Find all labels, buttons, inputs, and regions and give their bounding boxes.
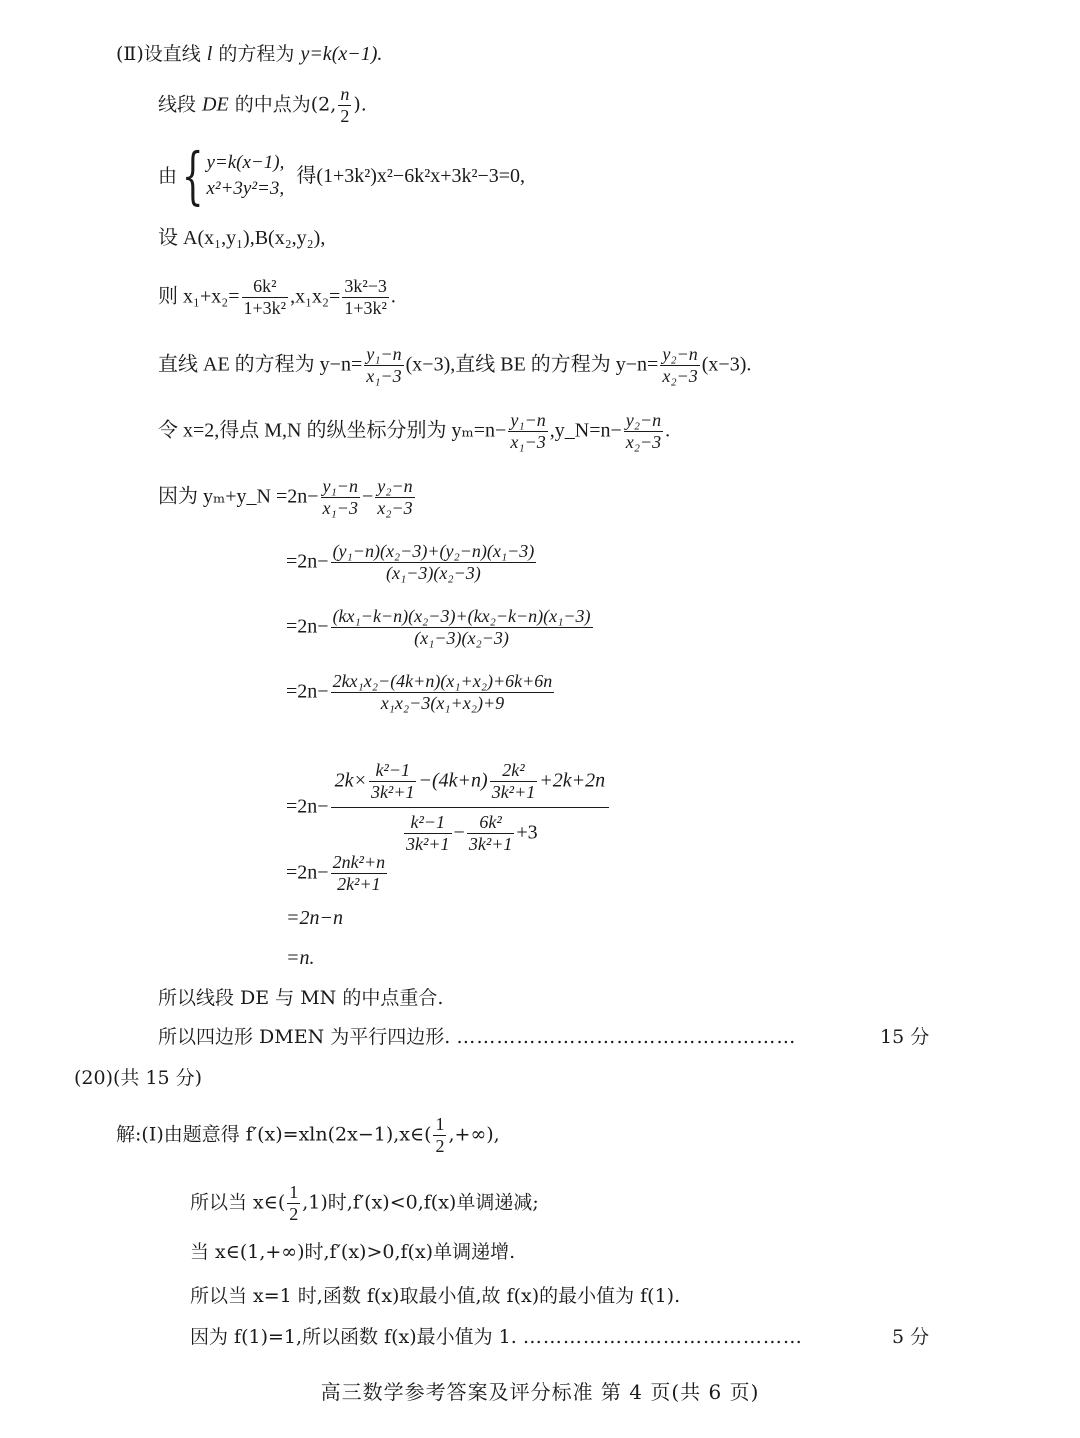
text: ,x₁x₂=: [290, 285, 341, 308]
numerator: y₂−n: [662, 344, 698, 364]
text: 所以当 x∈(: [190, 1191, 286, 1214]
denominator: x₁−3: [322, 498, 358, 518]
line-vieta: [158, 276, 396, 319]
numerator: k²−1: [369, 760, 417, 782]
denominator: 2: [289, 1204, 299, 1224]
fraction-slope-ae: [364, 344, 403, 387]
text: ,+∞),: [448, 1123, 500, 1146]
fraction: [624, 410, 663, 453]
fraction-sum: [242, 276, 289, 319]
text: ,1)时,f′(x)<0,f(x)单调递减;: [302, 1191, 539, 1214]
text: 由: [158, 165, 178, 187]
leader-dots: ……………………………………………: [456, 1026, 797, 1048]
denominator: 2: [435, 1136, 445, 1156]
fraction: [467, 812, 515, 855]
fraction: [331, 852, 388, 895]
text: 令 x=2,得点 M,N 的纵坐标分别为 yₘ=n−: [158, 419, 507, 442]
text: 则 x₁+x₂=: [158, 285, 240, 308]
text: (x−3),直线 BE 的方程为 y−n=: [405, 353, 659, 376]
text: =2n−: [286, 861, 329, 884]
text: 2k×: [334, 769, 367, 792]
denominator: (x₁−3)(x₂−3): [414, 628, 509, 648]
conclusion-parallelogram: [158, 1025, 796, 1049]
text: 所以四边形 DMEN 为平行四边形.: [158, 1026, 451, 1048]
text: (Ⅱ)设直线: [116, 43, 207, 65]
fraction-half: [433, 1114, 446, 1157]
numerator: 2kx₁x₂−(4k+n)(x₁+x₂)+6k+6n: [332, 671, 553, 691]
q20-min-value: [190, 1325, 803, 1349]
fraction: [404, 812, 452, 855]
text: ).: [353, 93, 367, 116]
fraction-half: [287, 1182, 300, 1225]
derivation-step-3: [286, 606, 595, 649]
denominator: 1+3k²: [243, 298, 287, 318]
text: 线段: [158, 93, 203, 116]
derivation-step-7: =2n−n: [286, 907, 343, 929]
fraction: [331, 671, 555, 714]
text: =2n−: [286, 680, 329, 703]
denominator: (x₁−3)(x₂−3): [386, 563, 481, 583]
derivation-step-4: [286, 671, 556, 714]
var-l: l: [206, 43, 213, 65]
quadratic-result: 得(1+3k²)x²−6k²x+3k²−3=0,: [296, 165, 526, 187]
denominator: x₁−3: [366, 366, 402, 386]
fraction: [369, 760, 417, 803]
derivation-step-1: [158, 476, 417, 519]
left-brace-icon: {: [181, 139, 204, 212]
text: 直线 AE 的方程为 y−n=: [158, 353, 363, 376]
score-15: 15 分: [880, 1026, 930, 1048]
line-ae-be: [158, 344, 751, 387]
fraction: [331, 606, 593, 649]
numerator: 3k²−3: [344, 276, 387, 296]
line-part2-intro: [116, 42, 382, 66]
denominator: x₁−3: [510, 432, 546, 452]
text: −: [361, 485, 374, 508]
q20-minimum: 所以当 x=1 时,函数 f(x)取最小值,故 f(x)的最小值为 f(1).: [190, 1285, 681, 1307]
fraction: [321, 476, 360, 519]
numerator: 2k²: [490, 760, 538, 782]
line-midpoint-de: [158, 84, 367, 127]
system-eq-1: y=k(x−1),: [206, 152, 285, 173]
text: −: [453, 821, 465, 844]
derivation-step-8: =n.: [286, 947, 315, 969]
equation-system: [158, 139, 526, 212]
derivation-step-6: [286, 852, 389, 895]
denominator: 2k²+1: [337, 874, 381, 894]
text: =2n−: [286, 795, 329, 818]
q20-heading: (20)(共 15 分): [74, 1067, 203, 1089]
numerator: 1: [435, 1114, 445, 1134]
fraction: [508, 410, 547, 453]
denominator: 1+3k²: [344, 298, 387, 318]
numerator: 1: [289, 1182, 299, 1202]
leader-dots: ……………………………………: [522, 1326, 803, 1348]
denominator: 3k²+1: [491, 782, 536, 802]
text: (x−3).: [701, 353, 752, 376]
compound-numerator: [331, 760, 610, 808]
system-lines: [206, 150, 284, 202]
text: 因为 f(1)=1,所以函数 f(x)最小值为 1.: [190, 1326, 517, 1348]
compound-fraction: [331, 760, 610, 855]
text: 解:(Ⅰ)由题意得 f′(x)=xln(2x−1),x∈(: [116, 1123, 432, 1146]
text: 因为 yₘ+y_N =2n−: [158, 485, 319, 508]
numerator: y₁−n: [322, 476, 358, 496]
denominator: x₂−3: [625, 432, 662, 452]
fraction: [331, 541, 537, 584]
denominator: x₂−3: [377, 498, 413, 518]
denominator: 3k²+1: [370, 782, 415, 802]
var-de: DE: [202, 93, 229, 116]
text: +3: [516, 821, 538, 844]
text: =2n−: [286, 550, 329, 573]
score-5: 5 分: [892, 1326, 930, 1348]
derivation-step-2: [286, 541, 538, 584]
q20-derivative: [116, 1114, 500, 1157]
line-equation: y=k(x−1).: [300, 43, 383, 65]
numerator: 6k²: [467, 812, 515, 834]
numerator: 6k²: [242, 276, 289, 298]
numerator: (kx₁−k−n)(x₂−3)+(kx₂−k−n)(x₁−3): [332, 606, 591, 626]
conclusion-midpoint: 所以线段 DE 与 MN 的中点重合.: [158, 987, 444, 1009]
numerator: y₂−n: [377, 476, 413, 496]
text: .: [390, 285, 396, 308]
text: −(4k+n): [418, 769, 488, 792]
line-set-points: 设 A(x₁,y₁),B(x₂,y₂),: [158, 227, 326, 249]
denominator: 3k²+1: [468, 834, 513, 854]
denominator: x₂−3: [662, 366, 698, 386]
line-ym-yn: [158, 410, 670, 453]
q20-increasing: 当 x∈(1,+∞)时,f′(x)>0,f(x)单调递增.: [190, 1241, 516, 1263]
numerator: y₁−n: [510, 410, 546, 430]
text: 的方程为: [212, 43, 301, 65]
q20-decreasing: [190, 1182, 539, 1225]
text: .: [665, 419, 671, 442]
numerator: n: [340, 84, 350, 104]
numerator: y₁−n: [366, 344, 402, 364]
text: +2k+2n: [539, 769, 606, 792]
fraction: [375, 476, 414, 519]
numerator: 2nk²+n: [332, 852, 386, 872]
text: ,y_N=n−: [549, 419, 622, 442]
denominator: x₁x₂−3(x₁+x₂)+9: [380, 693, 505, 713]
fraction-product: [342, 276, 389, 319]
fraction: [490, 760, 538, 803]
numerator: k²−1: [404, 812, 452, 834]
text: 的中点为(2,: [228, 93, 337, 116]
line-system: [158, 139, 526, 212]
numerator: y₂−n: [625, 410, 662, 430]
derivation-step-5: [286, 760, 611, 855]
text: =2n−: [286, 615, 329, 638]
numerator: (y₁−n)(x₂−3)+(y₂−n)(x₁−3): [332, 541, 535, 561]
denominator: 3k²+1: [406, 834, 450, 854]
system-eq-2: x²+3y²=3,: [206, 178, 285, 199]
compound-denominator: [331, 808, 610, 855]
page-footer: 高三数学参考答案及评分标准 第 4 页(共 6 页): [320, 1380, 760, 1404]
fraction-slope-be: [660, 344, 699, 387]
denominator: 2: [340, 106, 350, 126]
fraction-n-over-2: [338, 84, 351, 127]
